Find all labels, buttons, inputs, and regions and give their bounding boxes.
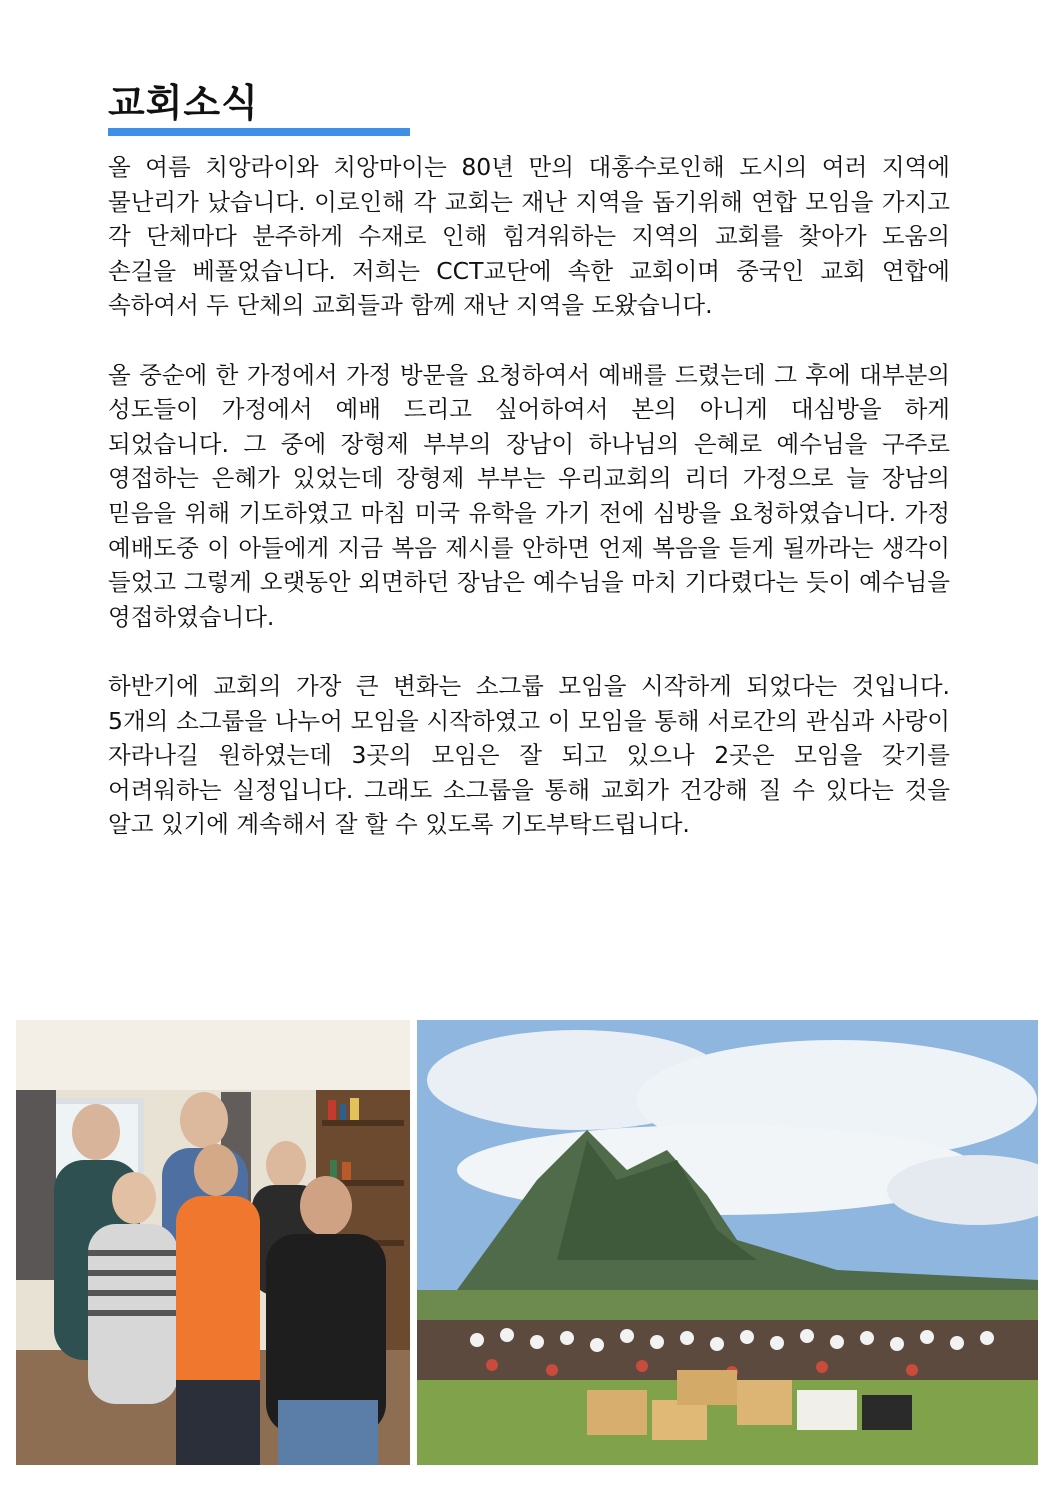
gathering-photo — [417, 1020, 1038, 1465]
family-photo — [16, 1020, 410, 1465]
title-underline — [108, 128, 410, 136]
gathering-photo-illustration — [417, 1020, 1038, 1465]
family-photo-illustration — [16, 1020, 410, 1465]
paragraph-small-groups: 하반기에 교회의 가장 큰 변화는 소그룹 모임을 시작하게 되었다는 것입니다. 5개의 소그룹을 나누어 모임을 시작하였고 이 모임을 통해 서로간의 관심과 사랑이 자라나길 원하였는데 3곳의 모임은 잘 되고 있으나 2곳은 모임을 갖기를 어려워하는 실정입니다. 그래도 소그룹을 통해 교회가 건강해 질 수 있다는 것을 알고 있기에 계속해서 잘 할 수 있도록 기도부탁드립니다. — [108, 671, 950, 839]
section-title: 교회소식 — [108, 81, 259, 125]
article-body — [108, 150, 950, 842]
paragraph-flood-relief: 올 여름 치앙라이와 치앙마이는 80년 만의 대홍수로인해 도시의 여러 지역에 물난리가 났습니다. 이로인해 각 교회는 재난 지역을 돕기위해 연합 모임을 가지고 각 단체마다 분주하게 수재로 인해 힘겨워하는 지역의 교회를 찾아가 도움의 손길을 베풀었습니다. 저희는 CCT교단에 속한 교회이며 중국인 교회 연합에 속하여서 두 단체의 교회들과 함께 재난 지역을 도왔습니다. — [108, 153, 950, 320]
paragraph-home-visits: 올 중순에 한 가정에서 가정 방문을 요청하여서 예배를 드렸는데 그 후에 대부분의 성도들이 가정에서 예배 드리고 싶어하여서 본의 아니게 대심방을 하게 되었습니다. 그 중에 장형제 부부의 장남이 하나님의 은혜로 예수님을 구주로 영접하는 은혜가 있었는데 장형제 부부는 우리교회의 리더 가정으로 늘 장남의 믿음을 위해 기도하였고 마침 미국 유학을 가기 전에 심방을 요청하였습니다. 가정 예배도중 이 아들에게 지금 복음 제시를 안하면 언제 복음을 듣게 될까라는 생각이 들었고 그렇게 오랫동안 외면하던 장남은 예수님을 마치 기다렸다는 듯이 예수님을 영접하였습니다. — [108, 360, 950, 631]
